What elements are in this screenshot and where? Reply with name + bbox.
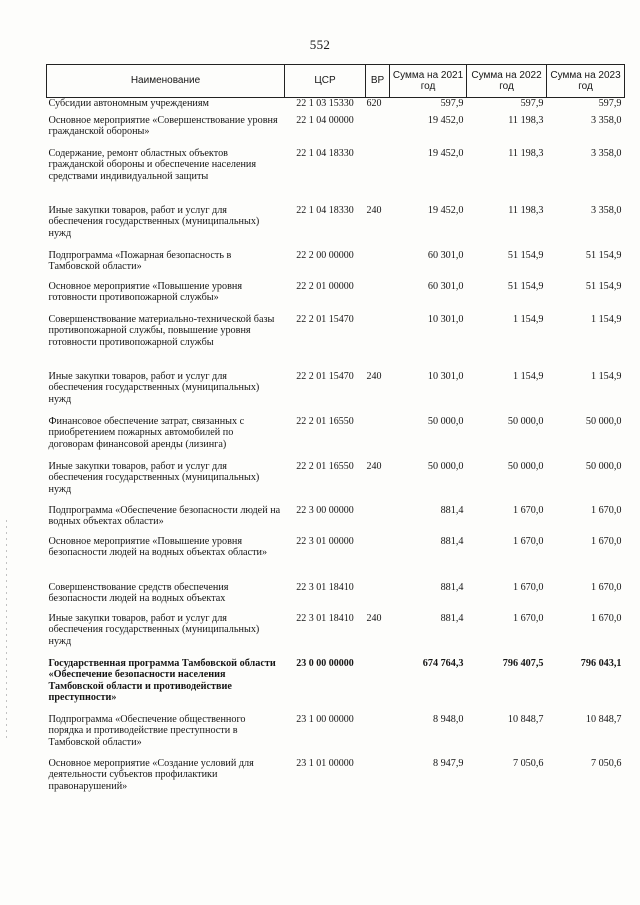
row-sum-2023: 597,9	[598, 98, 622, 109]
row-sum-2023: 10 848,7	[585, 713, 622, 725]
row-sum-2021: 19 452,0	[427, 114, 464, 126]
table-row	[47, 461, 625, 505]
row-sum-2023: 1 670,0	[590, 581, 622, 593]
row-name: Основное мероприятие «Повышение уровня готовности противопожарной службы»	[48, 280, 243, 304]
table-row	[47, 416, 625, 461]
row-sum-2022: 51 154,9	[507, 280, 544, 292]
row-csr: 22 2 00 00000	[296, 249, 354, 261]
row-csr: 22 1 04 00000	[296, 114, 354, 126]
row-csr: 23 1 00 00000	[296, 713, 354, 725]
table-row	[47, 115, 625, 148]
row-name: Субсидии автономным учреждениям	[48, 98, 209, 109]
row-sum-2022: 1 670,0	[512, 504, 544, 516]
row-sum-2023: 1 154,9	[590, 313, 622, 325]
table-row	[47, 205, 625, 250]
row-vr	[366, 536, 390, 582]
row-sum-2021: 19 452,0	[427, 204, 464, 216]
row-sum-2022: 597,9	[520, 98, 544, 109]
table-header	[47, 65, 625, 98]
row-name: Подпрограмма «Обеспечение общественного порядка и противодействие преступности в Тамбовской области»	[48, 713, 246, 748]
row-vr	[366, 758, 390, 804]
row-sum-2023: 50 000,0	[585, 415, 622, 427]
row-vr	[366, 658, 390, 714]
row-name: Основное мероприятие «Повышение уровня безопасности людей на водных объектах области»	[48, 535, 268, 559]
row-vr	[366, 582, 390, 613]
table-row	[47, 148, 625, 205]
row-csr: 22 2 01 16550	[296, 460, 354, 472]
table-row	[47, 281, 625, 314]
row-csr: 22 2 01 15470	[296, 313, 354, 325]
row-sum-2021: 881,4	[440, 581, 464, 593]
row-sum-2021: 50 000,0	[427, 460, 464, 472]
row-sum-2021: 60 301,0	[427, 249, 464, 261]
row-sum-2023: 51 154,9	[585, 280, 622, 292]
row-vr: 240	[366, 370, 382, 382]
row-csr: 23 0 00 00000	[296, 657, 354, 669]
row-sum-2021: 674 764,3	[422, 657, 464, 669]
table-row	[47, 314, 625, 371]
row-sum-2022: 10 848,7	[507, 713, 544, 725]
table-row	[47, 758, 625, 804]
row-csr: 22 1 04 18330	[296, 204, 354, 216]
header-sum-2023: Сумма на 2023 год	[547, 65, 625, 98]
row-sum-2022: 11 198,3	[508, 204, 544, 216]
row-csr: 22 2 01 15470	[296, 370, 354, 382]
row-sum-2023: 796 043,1	[580, 657, 622, 669]
row-vr: 240	[366, 204, 382, 216]
table-row	[47, 582, 625, 613]
row-sum-2023: 1 670,0	[590, 535, 622, 547]
row-vr: 240	[366, 612, 382, 624]
row-vr	[366, 714, 390, 758]
row-vr: 240	[366, 460, 382, 472]
row-name: Основное мероприятие «Создание условий для деятельности субъектов профилактики правонарушений»	[48, 757, 254, 792]
row-csr: 22 3 01 18410	[296, 581, 354, 593]
table-row	[47, 371, 625, 416]
row-csr: 22 3 00 00000	[296, 504, 354, 516]
row-name: Совершенствование материально-технической базы противопожарной службы, повышение уровня готовности противопожарной службы	[48, 313, 275, 348]
row-sum-2023: 1 670,0	[590, 612, 622, 624]
row-vr	[366, 505, 390, 536]
row-sum-2023: 3 358,0	[590, 114, 622, 126]
row-sum-2022: 1 670,0	[512, 612, 544, 624]
table-row	[47, 613, 625, 658]
row-sum-2022: 51 154,9	[507, 249, 544, 261]
row-sum-2022: 11 198,3	[508, 114, 544, 126]
row-vr	[366, 115, 390, 148]
table-row	[47, 505, 625, 536]
header-name: Наименование	[47, 65, 285, 98]
row-sum-2022: 1 154,9	[512, 313, 544, 325]
row-sum-2021: 881,4	[440, 535, 464, 547]
budget-table	[46, 64, 625, 804]
table-row	[47, 658, 625, 714]
table-row	[47, 714, 625, 758]
row-sum-2021: 60 301,0	[427, 280, 464, 292]
header-sum-2022: Сумма на 2022 год	[467, 65, 547, 98]
row-sum-2021: 50 000,0	[427, 415, 464, 427]
row-vr	[366, 281, 390, 314]
row-name: Иные закупки товаров, работ и услуг для обеспечения государственных (муниципальных) нужд	[48, 370, 260, 405]
row-csr: 22 3 01 00000	[296, 535, 354, 547]
row-sum-2023: 51 154,9	[585, 249, 622, 261]
row-name: Содержание, ремонт областных объектов гражданской обороны и обеспечение населения средствами индивидуальной защиты	[48, 147, 257, 182]
row-sum-2022: 796 407,5	[502, 657, 544, 669]
row-sum-2022: 1 154,9	[512, 370, 544, 382]
row-csr: 22 1 03 15330	[296, 98, 354, 109]
row-sum-2021: 19 452,0	[427, 147, 464, 159]
row-sum-2023: 3 358,0	[590, 204, 622, 216]
row-vr	[366, 148, 390, 205]
row-csr: 22 1 04 18330	[296, 147, 354, 159]
header-sum-2021: Сумма на 2021 год	[390, 65, 467, 98]
row-sum-2021: 881,4	[440, 612, 464, 624]
row-sum-2021: 10 301,0	[427, 370, 464, 382]
row-sum-2022: 7 050,6	[512, 757, 544, 769]
scan-edge-mark	[6, 520, 7, 740]
row-name: Иные закупки товаров, работ и услуг для обеспечения государственных (муниципальных) нужд	[48, 460, 260, 495]
row-name: Иные закупки товаров, работ и услуг для обеспечения государственных (муниципальных) нужд	[48, 612, 260, 647]
row-csr: 22 3 01 18410	[296, 612, 354, 624]
header-vr: ВР	[366, 65, 390, 98]
row-csr: 22 2 01 00000	[296, 280, 354, 292]
row-sum-2023: 1 154,9	[590, 370, 622, 382]
row-name: Основное мероприятие «Совершенствование уровня гражданской обороны»	[48, 114, 278, 138]
row-vr	[366, 250, 390, 281]
row-sum-2022: 1 670,0	[512, 535, 544, 547]
row-sum-2023: 1 670,0	[590, 504, 622, 516]
row-name: Подпрограмма «Пожарная безопасность в Тамбовской области»	[48, 249, 232, 273]
row-name: Иные закупки товаров, работ и услуг для обеспечения государственных (муниципальных) нужд	[48, 204, 260, 239]
page-number: 552	[309, 37, 331, 52]
table-row	[47, 98, 625, 115]
row-vr	[366, 314, 390, 371]
row-name: Финансовое обеспечение затрат, связанных с приобретением пожарных автомобилей по договорам финансовой аренды (лизинга)	[48, 415, 245, 450]
row-sum-2021: 8 947,9	[432, 757, 464, 769]
row-csr: 23 1 01 00000	[296, 757, 354, 769]
row-name: Совершенствование средств обеспечения безопасности людей на водных объектах	[48, 581, 229, 605]
table-body	[47, 98, 625, 804]
row-sum-2022: 50 000,0	[507, 460, 544, 472]
table-row	[47, 536, 625, 582]
row-sum-2023: 50 000,0	[585, 460, 622, 472]
row-sum-2022: 11 198,3	[508, 147, 544, 159]
row-sum-2022: 1 670,0	[512, 581, 544, 593]
row-name: Государственная программа Тамбовской области «Обеспечение безопасности населения Тамбовской области и противодействие преступности»	[48, 657, 276, 704]
table-row	[47, 250, 625, 281]
row-sum-2021: 881,4	[440, 504, 464, 516]
row-sum-2021: 8 948,0	[432, 713, 464, 725]
row-csr: 22 2 01 16550	[296, 415, 354, 427]
row-name: Подпрограмма «Обеспечение безопасности людей на водных объектах области»	[48, 504, 281, 528]
row-vr	[366, 416, 390, 461]
row-sum-2023: 3 358,0	[590, 147, 622, 159]
row-sum-2022: 50 000,0	[507, 415, 544, 427]
row-sum-2021: 597,9	[440, 98, 464, 109]
row-vr: 620	[366, 98, 382, 109]
header-csr: ЦСР	[285, 65, 366, 98]
row-sum-2021: 10 301,0	[427, 313, 464, 325]
row-sum-2023: 7 050,6	[590, 757, 622, 769]
